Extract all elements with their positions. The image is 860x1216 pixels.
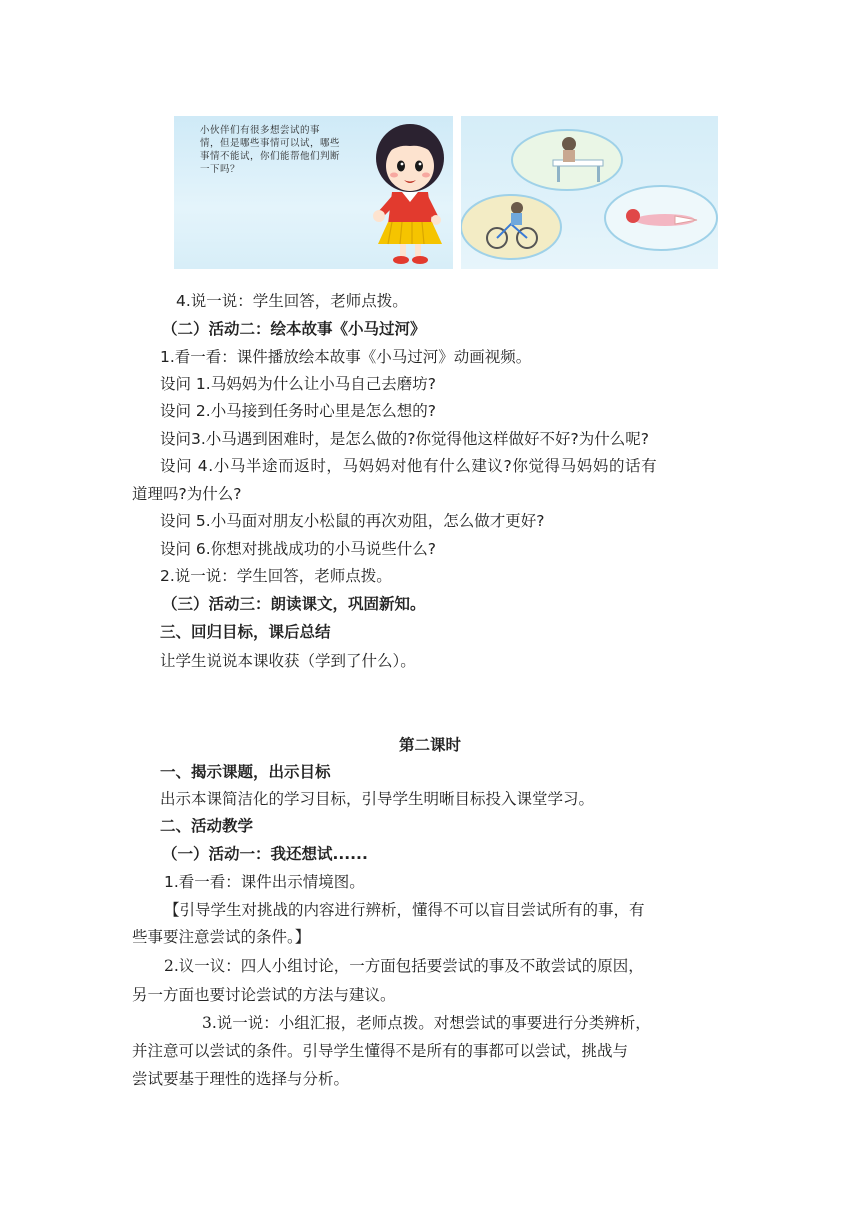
text-line: 设问 1.马妈妈为什么让小马自己去磨坊? [160,375,436,393]
text-line: 道理吗?为什么? [132,485,242,503]
section-heading: 一、揭示课题，出示目标 [160,763,331,781]
text-line: 【引导学生对挑战的内容进行辨析，懂得不可以盲目尝试所有的事，有 [164,901,645,919]
cartoon-girl-icon [174,116,453,269]
text-line: 3.说一说：小组汇报，老师点拨。对想尝试的事要进行分类辨析， [202,1014,651,1032]
scene-bubbles-icon [461,116,718,269]
text-line: 并注意可以尝试的条件。引导学生懂得不是所有的事都可以尝试，挑战与 [132,1042,629,1060]
section-heading: （一）活动一：我还想试...... [162,845,368,863]
text-line: 2.议一议：四人小组讨论，一方面包括要尝试的事及不敢尝试的原因， [164,957,644,975]
scenes-illustration [461,116,718,269]
girl-illustration [174,116,453,269]
text-line: 些事要注意尝试的条件。】 [132,928,311,946]
lesson-title: 第二课时 [398,736,461,754]
illustration-caption: 小伙伴们有很多想尝试的事 情，但是哪些事情可以试，哪些 事情不能试，你们能帮他们判断 一下吗？ [200,125,341,175]
section-heading: 三、回归目标，课后总结 [160,623,331,641]
text-line: 尝试要基于理性的选择与分析。 [132,1070,350,1088]
section-heading: （二）活动二：绘本故事《小马过河》 [162,320,426,338]
text-line: 设问 5.小马面对朋友小松鼠的再次劝阻，怎么做才更好? [160,512,545,530]
text-line: 另一方面也要讨论尝试的方法与建议。 [132,986,396,1004]
text-line: 出示本课简洁化的学习目标，引导学生明晰目标投入课堂学习。 [160,790,595,808]
text-line: 设问 6.你想对挑战成功的小马说些什么? [160,540,436,558]
text-line: 让学生说说本课收获（学到了什么）。 [160,652,416,670]
text-line: 设问3.小马遇到困难时，是怎么做的?你觉得他这样做好不好?为什么呢? [160,430,649,448]
section-heading: 二、活动教学 [160,817,254,835]
text-line: 1.看一看：课件播放绘本故事《小马过河》动画视频。 [160,348,532,366]
text-line: 4.说一说：学生回答，老师点拨。 [176,292,408,310]
text-line: 2.说一说：学生回答，老师点拨。 [160,567,392,585]
text-line: 设问 2.小马接到任务时心里是怎么想的? [160,402,436,420]
text-line: 设问 4.小马半途而返时，马妈妈对他有什么建议?你觉得马妈妈的话有 [160,457,658,475]
text-line: 1.看一看：课件出示情境图。 [164,873,365,891]
section-heading: （三）活动三：朗读课文，巩固新知。 [162,595,426,613]
